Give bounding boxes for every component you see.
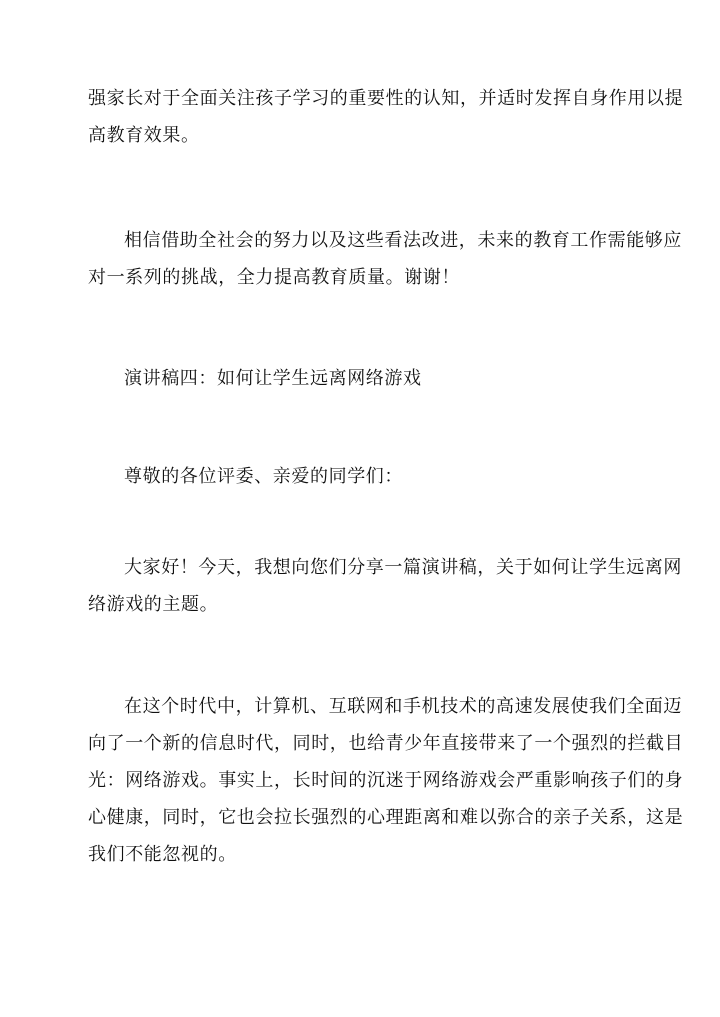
- paragraph-heading: [88, 360, 636, 397]
- paragraph-line: 我们不能忽视的。: [88, 844, 237, 865]
- paragraph-line: 大家好！今天，我想向您们分享一篇演讲稿，关于如何让学生远离网: [124, 557, 682, 578]
- salutation-line: 尊敬的各位评委、亲爱的同学们：: [124, 466, 403, 487]
- paragraph-2: [88, 222, 682, 296]
- paragraph-line: 光：网络游戏。事实上，长时间的沉迷于网络游戏会严重影响孩子们的身: [88, 770, 684, 791]
- paragraph-1: [88, 80, 684, 154]
- paragraph-body: [88, 688, 684, 873]
- paragraph-line: 心健康，同时，它也会拉长强烈的心理距离和难以弥合的亲子关系，这是: [88, 807, 684, 828]
- paragraph-line: 在这个时代中，计算机、互联网和手机技术的高速发展使我们全面迈: [124, 696, 682, 717]
- paragraph-greeting: [88, 549, 682, 623]
- paragraph-line: 高教育效果。: [88, 125, 200, 146]
- paragraph-line: 向了一个新的信息时代，同时，也给青少年直接带来了一个强烈的拦截目: [88, 733, 684, 754]
- paragraph-line: 络游戏的主题。: [88, 594, 219, 615]
- paragraph-line: 对一系列的挑战，全力提高教育质量。谢谢！: [88, 267, 460, 288]
- paragraph-salutation: [88, 458, 636, 495]
- paragraph-line: 强家长对于全面关注孩子学习的重要性的认知，并适时发挥自身作用以提: [88, 88, 684, 109]
- section-heading: 演讲稿四：如何让学生远离网络游戏: [124, 368, 422, 389]
- paragraph-line: 相信借助全社会的努力以及这些看法改进，未来的教育工作需能够应: [124, 230, 682, 251]
